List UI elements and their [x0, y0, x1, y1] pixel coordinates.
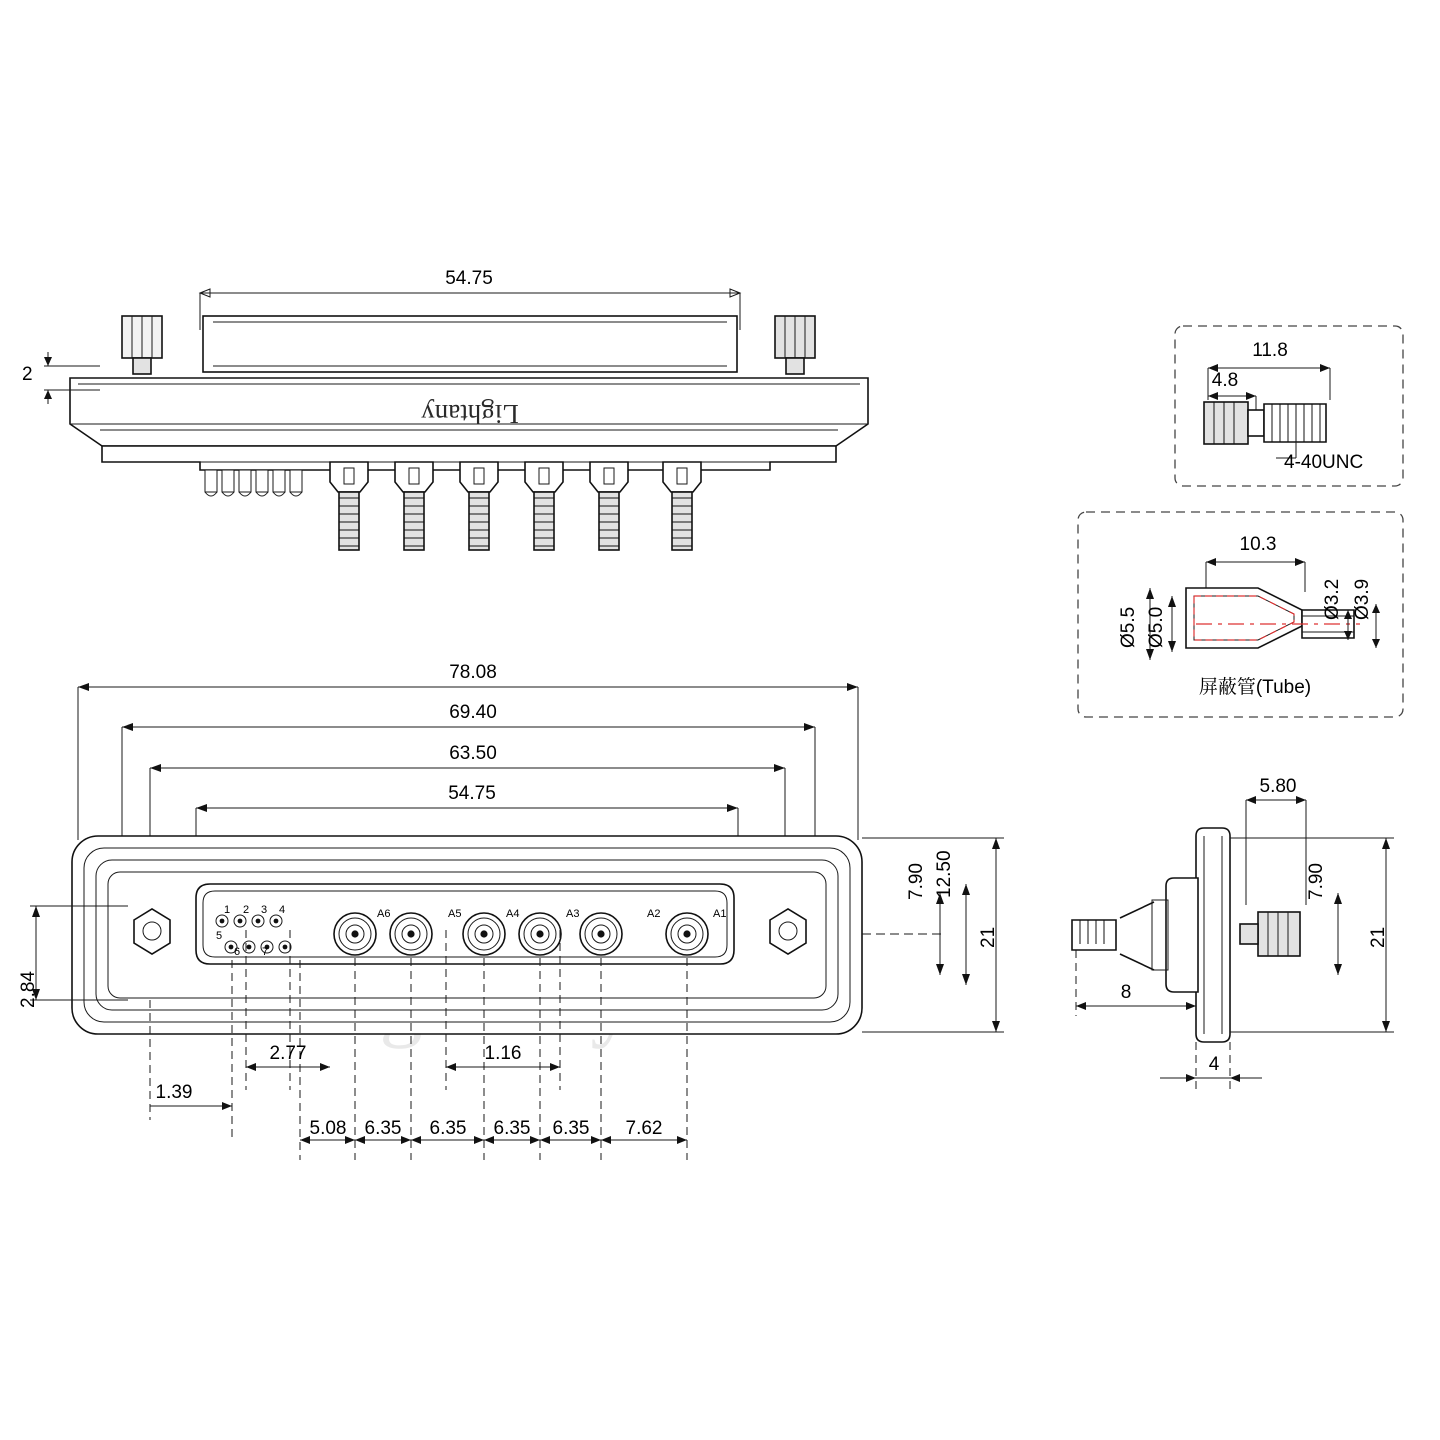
- dim-inner-height: 12.50: [934, 850, 955, 898]
- dim-center-height: 7.90: [906, 863, 927, 900]
- dim-pitch-row2: 1.16: [484, 1043, 522, 1064]
- pin-label-6: 6: [234, 946, 241, 958]
- dim-side-height: 21: [1368, 926, 1389, 948]
- coax-label-a6: A6: [377, 908, 391, 920]
- dim-overall-width: 78.08: [449, 662, 497, 683]
- dim-screw-length: 11.8: [1252, 340, 1288, 361]
- dim-body-width: 54.75: [448, 783, 496, 804]
- dim-tube-dia-body-inner: Ø5.0: [1146, 606, 1167, 648]
- dim-spacing-0: 5.08: [309, 1118, 347, 1139]
- side-view-group: [1072, 796, 1394, 1090]
- label-tube-caption: 屏蔽管(Tube): [1198, 677, 1312, 698]
- brand-text: Lightany: [421, 399, 519, 429]
- dim-side-depth-top: 5.80: [1259, 776, 1297, 797]
- pin-label-4: 4: [279, 904, 286, 916]
- coax-label-a2: A2: [647, 908, 661, 920]
- pin-label-3: 3: [261, 904, 268, 916]
- top-view-coax-group: [330, 462, 701, 550]
- dim-bottom-edge: 2.84: [18, 971, 39, 1008]
- pin-label-2: 2: [243, 904, 250, 916]
- dim-spacing-1: 6.35: [364, 1118, 402, 1139]
- dim-side-depth-back: 8: [1120, 982, 1132, 1003]
- dim-overall-height: 21: [978, 926, 999, 948]
- dim-top-thickness: 2: [22, 364, 33, 385]
- dim-tube-length: 10.3: [1239, 534, 1277, 555]
- coax-label-a4: A4: [506, 908, 520, 920]
- dim-side-flange-thickness: 4: [1208, 1054, 1220, 1075]
- pin-label-7: 7: [262, 946, 269, 958]
- dim-side-center-height: 7.90: [1306, 863, 1327, 900]
- coax-label-a1: A1: [713, 908, 727, 920]
- dim-screw-head: 4.8: [1211, 370, 1239, 391]
- top-view-pin-group: [205, 470, 302, 496]
- dim-spacing-5: 7.62: [625, 1118, 663, 1139]
- dim-tube-dia-large: Ø3.9: [1352, 578, 1373, 620]
- dim-top-width: 54.75: [445, 268, 493, 289]
- dim-tube-dia-body-outer: Ø5.5: [1118, 606, 1139, 648]
- coax-label-a3: A3: [566, 908, 580, 920]
- coax-label-a5: A5: [448, 908, 462, 920]
- dim-pitch-row: 2.77: [269, 1043, 307, 1064]
- dim-spacing-3: 6.35: [493, 1118, 531, 1139]
- pin-label-1: 1: [224, 904, 231, 916]
- label-thread-spec: 4-40UNC: [1284, 452, 1364, 473]
- pin-label-5: 5: [216, 930, 223, 942]
- dim-spacing-2: 6.35: [429, 1118, 467, 1139]
- dim-mount-width: 69.40: [449, 702, 497, 723]
- dim-flange-width: 63.50: [449, 743, 497, 764]
- dim-left-offset: 1.39: [155, 1082, 193, 1103]
- top-view-group: [44, 289, 868, 550]
- dim-spacing-4: 6.35: [552, 1118, 590, 1139]
- dim-tube-dia-small: Ø3.2: [1322, 578, 1343, 620]
